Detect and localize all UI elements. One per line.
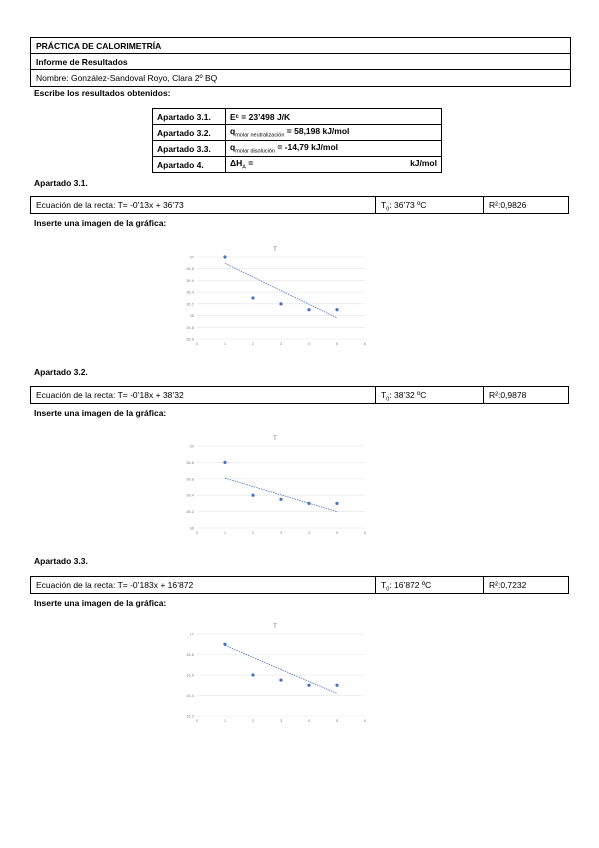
t0-sub: 0 (386, 206, 390, 213)
data-point (307, 308, 310, 311)
trendline (225, 645, 337, 693)
t0-cell (376, 577, 484, 593)
y-tick-label: 38.4 (186, 492, 194, 498)
chart-svg (175, 620, 375, 725)
x-tick-label: 6 (363, 341, 367, 346)
insert-text: Inserte una imagen de la gráfica: (34, 218, 167, 228)
value-unit: kJ/mol (410, 158, 437, 169)
x-tick-label: 0 (195, 530, 199, 535)
x-tick-label: 3 (279, 718, 283, 723)
name-value: González-Sandoval Royo, Clara 2º BQ (70, 73, 218, 83)
trendline (225, 263, 337, 318)
intro-text: Escribe los resultados obtenidos: (34, 88, 171, 98)
document-title: PRÁCTICA DE CALORIMETRÍA (31, 38, 570, 54)
y-tick-label: 38 (189, 525, 194, 531)
results-table (152, 108, 442, 173)
results-value (226, 157, 442, 173)
data-point (223, 255, 226, 258)
x-tick-label: 4 (307, 718, 311, 723)
x-tick-label: 4 (307, 341, 311, 346)
y-tick-label: 38.6 (186, 476, 194, 482)
trendline (225, 478, 337, 511)
data-point (223, 643, 226, 646)
y-tick-label: 36.6 (186, 277, 194, 283)
x-tick-label: 3 (279, 341, 283, 346)
x-tick-label: 2 (251, 341, 255, 346)
equation-text: Ecuación de la recta: T= -0’18x + 38’32 (31, 387, 376, 403)
t0-value: : 36’73 ºC (389, 200, 427, 210)
x-tick-label: 6 (363, 718, 367, 723)
equation-text: Ecuación de la recta: T= -0’183x + 16’872 (31, 577, 376, 593)
r2-cell: R²:0,9878 (489, 390, 527, 400)
y-tick-label: 16.6 (186, 672, 194, 678)
value-number: = -14,79 kJ/mol (274, 142, 339, 153)
section-heading: Apartado 3.1. (34, 178, 88, 188)
section-heading: Apartado 3.2. (34, 367, 88, 377)
t0-cell (376, 197, 484, 213)
data-point (335, 502, 338, 505)
x-tick-label: 0 (195, 718, 199, 723)
data-point (279, 679, 282, 682)
t0-sub: 0 (386, 586, 390, 593)
results-row (153, 109, 442, 125)
y-tick-label: 35.6 (186, 336, 194, 342)
y-tick-label: 35.8 (186, 324, 194, 330)
t0-cell (376, 387, 484, 403)
y-tick-label: 37 (189, 254, 194, 260)
results-key: Apartado 3.3. (153, 141, 226, 157)
y-tick-label: 36.8 (186, 266, 194, 272)
chart-title: T (273, 247, 277, 253)
results-key: Apartado 3.1. (153, 109, 226, 125)
document-subtitle: Informe de Resultados (31, 54, 570, 70)
equation-text: Ecuación de la recta: T= -0’13x + 36’73 (31, 197, 376, 213)
y-tick-label: 16.8 (186, 652, 194, 657)
x-tick-label: 2 (251, 718, 255, 723)
name-row (31, 70, 570, 86)
data-point (279, 302, 282, 305)
y-tick-label: 39 (189, 443, 194, 449)
results-value: Eᶜ = 23’498 J/K (226, 109, 442, 125)
equation-row (30, 386, 569, 404)
t0-value: : 16’872 ºC (389, 580, 432, 590)
t0-label: T (381, 580, 387, 590)
value-symbol: q (230, 126, 236, 137)
results-key: Apartado 4. (153, 157, 226, 173)
value-number: = 58,198 kJ/mol (284, 126, 350, 137)
x-tick-label: 5 (335, 718, 339, 723)
data-point (335, 684, 338, 687)
results-row (153, 157, 442, 173)
x-tick-label: 6 (363, 530, 367, 535)
x-tick-label: 3 (279, 530, 283, 535)
value-subscript: A (242, 164, 246, 171)
x-tick-label: 1 (223, 718, 227, 723)
value-symbol: ΔH (230, 158, 243, 169)
data-point (335, 308, 338, 311)
x-tick-label: 4 (307, 530, 311, 535)
data-point (251, 673, 254, 676)
x-tick-label: 5 (335, 341, 339, 346)
t0-value: : 38’32 ºC (389, 390, 427, 400)
r2-cell: R²:0,9826 (489, 200, 527, 210)
chart-svg (175, 432, 375, 537)
equation-row (30, 576, 569, 594)
data-point (307, 684, 310, 687)
y-tick-label: 17 (189, 631, 194, 637)
x-tick-label: 2 (251, 530, 255, 535)
results-key: Apartado 3.2. (153, 125, 226, 141)
x-tick-label: 0 (195, 341, 199, 346)
chart-title: T (273, 436, 277, 442)
results-value (226, 125, 442, 141)
chart-3 (175, 620, 375, 725)
results-value (226, 141, 442, 157)
data-point (223, 461, 226, 464)
x-tick-label: 5 (335, 530, 339, 535)
value-number: = (245, 158, 254, 169)
t0-label: T (381, 200, 387, 210)
data-point (251, 494, 254, 497)
y-tick-label: 36 (189, 313, 194, 319)
chart-title: T (273, 624, 277, 630)
data-point (279, 498, 282, 501)
r2-cell: R²:0,7232 (489, 580, 527, 590)
x-tick-label: 1 (223, 341, 227, 346)
results-row (153, 141, 442, 157)
y-tick-label: 38.8 (186, 459, 194, 465)
value-subscript: molar disolución (235, 148, 275, 155)
t0-label: T (381, 390, 387, 400)
value-symbol: q (230, 142, 236, 153)
chart-2 (175, 432, 375, 537)
value-subscript: molar neutralización (235, 132, 285, 139)
data-point (251, 296, 254, 299)
results-row (153, 125, 442, 141)
insert-text: Inserte una imagen de la gráfica: (34, 408, 167, 418)
chart-1 (175, 243, 375, 348)
chart-svg (175, 243, 375, 348)
header-box (30, 37, 571, 87)
section-heading: Apartado 3.3. (34, 556, 88, 566)
equation-row (30, 196, 569, 214)
x-tick-label: 1 (223, 530, 227, 535)
y-tick-label: 36.4 (186, 289, 194, 295)
y-tick-label: 38.2 (186, 509, 194, 515)
t0-sub: 0 (386, 396, 390, 403)
name-label: Nombre: (36, 73, 69, 83)
y-tick-label: 16.2 (186, 713, 194, 719)
insert-text: Inserte una imagen de la gráfica: (34, 598, 167, 608)
y-tick-label: 36.2 (186, 301, 194, 307)
data-point (307, 502, 310, 505)
y-tick-label: 16.4 (186, 693, 194, 698)
